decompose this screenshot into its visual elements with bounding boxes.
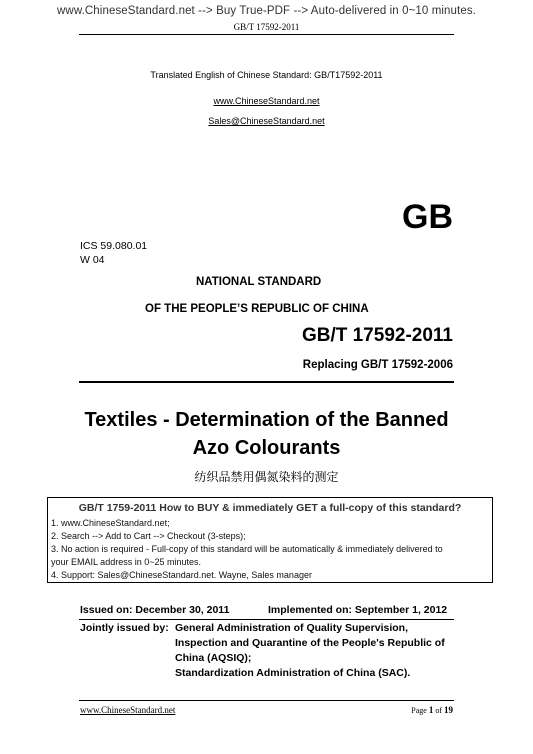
email-link[interactable]: Sales@ChineseStandard.net xyxy=(208,116,325,126)
issuer-line-2: Inspection and Quarantine of the People's Republic of xyxy=(175,637,445,649)
page-total: 19 xyxy=(444,705,453,715)
issuer-line-1: General Administration of Quality Supervision, xyxy=(175,622,408,634)
header-divider xyxy=(79,34,454,35)
document-title-line-1: Textiles - Determination of the Banned xyxy=(84,409,449,431)
email-link-row xyxy=(0,111,533,129)
buy-info-box xyxy=(47,497,493,583)
page-current: 1 xyxy=(428,705,434,715)
footer-website-link[interactable]: www.ChineseStandard.net xyxy=(80,705,176,715)
national-standard-heading: NATIONAL STANDARD xyxy=(196,276,322,288)
buy-step-1: 1. www.ChineseStandard.net; xyxy=(51,518,170,528)
buy-step-2: 2. Search --> Add to Cart --> Checkout (3-steps); xyxy=(51,531,246,541)
buy-step-4: 4. Support: Sales@ChineseStandard.net. Wayne, Sales manager xyxy=(51,570,312,580)
top-banner: www.ChineseStandard.net --> Buy True-PDF --> Auto-delivered in 0~10 minutes. xyxy=(57,5,476,17)
page-of: of xyxy=(433,706,444,715)
w-code: W 04 xyxy=(80,254,105,266)
issued-on: Issued on: December 30, 2011 xyxy=(80,604,230,616)
standard-number: GB/T 17592-2011 xyxy=(301,325,453,346)
issued-divider xyxy=(79,619,454,620)
issuer-line-3: China (AQSIQ); xyxy=(175,652,252,664)
replacing-note: Replacing GB/T 17592-2006 xyxy=(302,359,453,371)
document-title-line-2: Azo Colourants xyxy=(192,437,341,459)
website-link-row xyxy=(0,91,533,109)
page-indicator xyxy=(411,705,453,715)
ics-code: ICS 59.080.01 xyxy=(80,240,148,252)
chinese-title: 纺织品禁用偶氮染料的测定 xyxy=(194,470,339,484)
translated-line: Translated English of Chinese Standard: GB/T17592-2011 xyxy=(150,70,383,80)
jointly-issued-label: Jointly issued by: xyxy=(80,622,169,634)
page-prefix: Page xyxy=(411,706,429,715)
website-link[interactable]: www.ChineseStandard.net xyxy=(213,96,320,106)
buy-box-title: GB/T 1759-2011 How to BUY & immediately GET a full-copy of this standard? xyxy=(78,502,462,514)
buy-step-3-continued: your EMAIL address in 0~25 minutes. xyxy=(51,557,201,567)
gb-mark: GB xyxy=(402,198,453,236)
prc-heading: OF THE PEOPLE’S REPUBLIC OF CHINA xyxy=(145,303,369,315)
footer-divider xyxy=(79,700,454,701)
issuer-line-4: Standardization Administration of China (SAC). xyxy=(175,667,411,679)
header-standard-code: GB/T 17592-2011 xyxy=(233,22,300,32)
title-divider xyxy=(79,381,454,383)
implemented-on: Implemented on: September 1, 2012 xyxy=(268,604,448,616)
buy-step-3: 3. No action is required - Full-copy of this standard will be automatically & immediately delivered to xyxy=(51,544,443,554)
